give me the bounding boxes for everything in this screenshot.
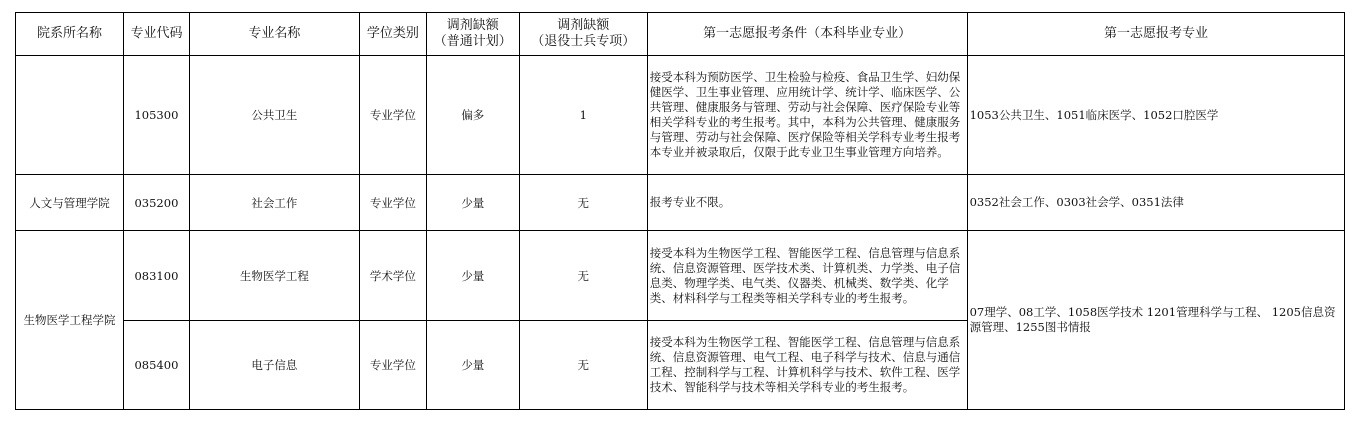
quota-general-cell: 少量 — [426, 175, 519, 231]
transfer-quota-table — [15, 12, 1354, 410]
quota-general-cell: 少量 — [426, 321, 519, 410]
header-quota-veteran: 调剂缺额 （退役士兵专项） — [519, 13, 647, 56]
degree-cell: 专业学位 — [359, 175, 426, 231]
majors-cell: 07理学、08工学、1058医学技术 1201管理科学与工程、 1205信息资源管理、1255图书情报 — [967, 231, 1345, 410]
degree-cell: 专业学位 — [359, 56, 426, 175]
conditions-cell: 报考专业不限。 — [647, 175, 967, 231]
quota-veteran-cell: 无 — [519, 231, 647, 321]
header-degree: 学位类别 — [359, 13, 426, 56]
dept-cell-empty — [16, 56, 124, 175]
header-name: 专业名称 — [189, 13, 359, 56]
header-quota-general: 调剂缺额 （普通计划） — [426, 13, 519, 56]
name-cell: 电子信息 — [189, 321, 359, 410]
code-cell: 083100 — [123, 231, 189, 321]
table-row — [16, 231, 1354, 321]
name-cell: 社会工作 — [189, 175, 359, 231]
conditions-cell: 接受本科为预防医学、卫生检验与检疫、食品卫生学、妇幼保健医学、卫生事业管理、应用统计学、统计学、临床医学、公共管理、健康服务与管理、劳动与社会保障、医疗保险专业等相关学科专业的考生报考。其中，本科为公共管理、健康服务与管理、劳动与社会保障、医疗保险等相关学科专业考生报考本专业并被录取后，仅限于此专业卫生事业管理方向培养。 — [647, 56, 967, 175]
quota-veteran-cell: 无 — [519, 321, 647, 410]
name-cell: 生物医学工程 — [189, 231, 359, 321]
name-cell: 公共卫生 — [189, 56, 359, 175]
code-cell: 035200 — [123, 175, 189, 231]
code-cell: 085400 — [123, 321, 189, 410]
majors-cell: 0352社会工作、0303社会学、0351法律 — [967, 175, 1345, 231]
dept-cell: 生物医学工程学院 — [16, 231, 124, 410]
conditions-cell: 接受本科为生物医学工程、智能医学工程、信息管理与信息系统、信息资源管理、电气工程、电子科学与技术、信息与通信工程、控制科学与工程、计算机科学与技术、软件工程、医学技术、智能科学与技术等相关学科专业的考生报考。 — [647, 321, 967, 410]
header-majors: 第一志愿报考专业 — [967, 13, 1345, 56]
degree-cell: 学术学位 — [359, 231, 426, 321]
majors-cell: 1053公共卫生、1051临床医学、1052口腔医学 — [967, 56, 1345, 175]
table-row — [16, 56, 1354, 175]
quota-veteran-cell: 无 — [519, 175, 647, 231]
dept-cell: 人文与管理学院 — [16, 175, 124, 231]
quota-general-cell: 少量 — [426, 231, 519, 321]
code-cell: 105300 — [123, 56, 189, 175]
header-dept: 院系所名称 — [16, 13, 124, 56]
quota-general-cell: 偏多 — [426, 56, 519, 175]
degree-cell: 专业学位 — [359, 321, 426, 410]
quota-veteran-cell: 1 — [519, 56, 647, 175]
header-row — [16, 13, 1354, 56]
conditions-cell: 接受本科为生物医学工程、智能医学工程、信息管理与信息系统、信息资源管理、医学技术类、计算机类、力学类、电子信息类、物理学类、电气类、仪器类、机械类、数学类、化学类、材料科学与工程类等相关学科专业的考生报考。 — [647, 231, 967, 321]
edge-column — [1345, 13, 1354, 56]
header-conditions: 第一志愿报考条件（本科毕业专业） — [647, 13, 967, 56]
header-code: 专业代码 — [123, 13, 189, 56]
table-row — [16, 175, 1354, 231]
